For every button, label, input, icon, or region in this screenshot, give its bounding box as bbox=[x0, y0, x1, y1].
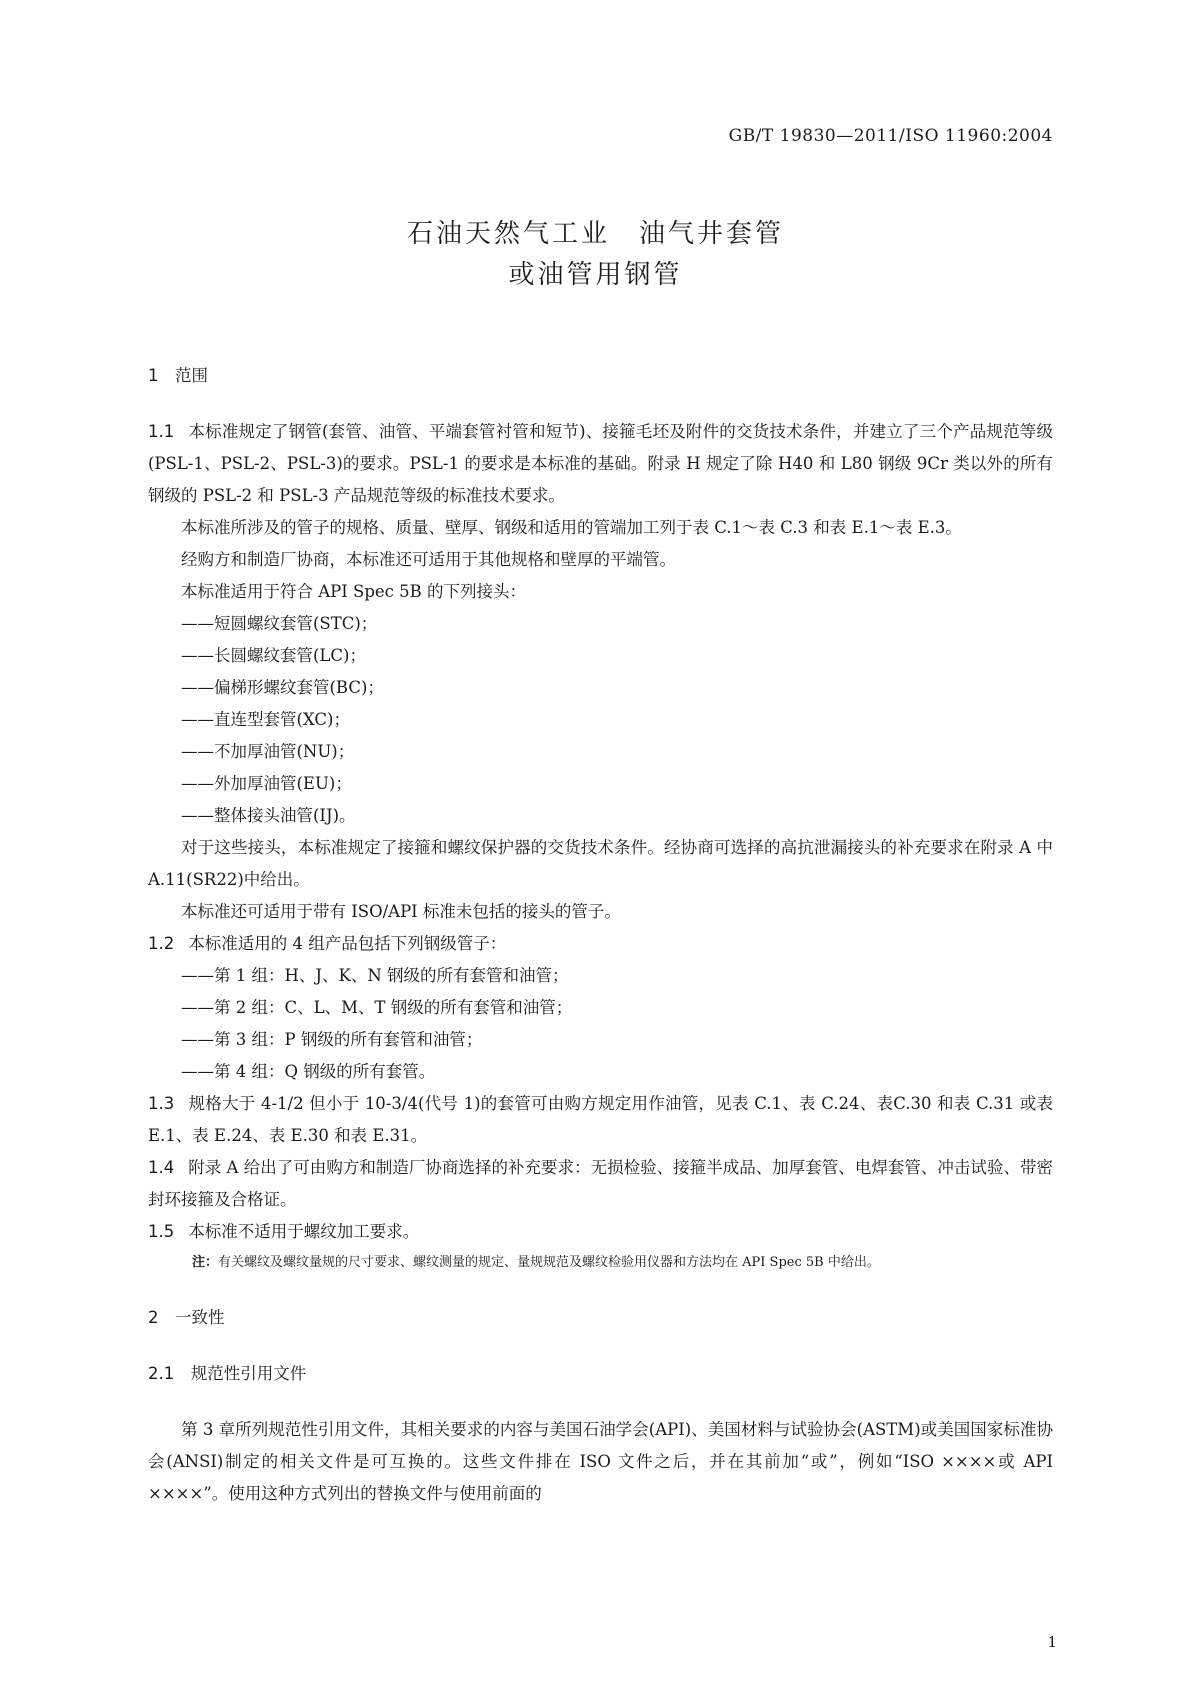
clause-number: 1.2 bbox=[148, 934, 175, 953]
paragraph: 第 3 章所列规范性引用文件，其相关要求的内容与美国石油学会(API)、美国材料与试验协会(ASTM)或美国国家标准协会(ANSI)制定的相关文件是可互换的。这些文件排在 ISO 文件之后，并在其前加“或”，例如“ISO ××××或 API ××××”。使用这种方式列出的替换文件与使用前面的 bbox=[148, 1420, 1053, 1503]
list-item: ——短圆螺纹套管(STC)； bbox=[181, 614, 378, 633]
clause-number: 1.5 bbox=[148, 1222, 175, 1241]
note-text: 有关螺纹及螺纹量规的尺寸要求、螺纹测量的规定、量规规范及螺纹检验用仪器和方法均在 API Spec 5B 中给出。 bbox=[218, 1255, 880, 1270]
document-title-line-1: 石油天然气工业 油气井套管 bbox=[406, 219, 784, 249]
list-item: ——第 4 组：Q 钢级的所有套管。 bbox=[181, 1062, 436, 1081]
clause-1-1 bbox=[148, 416, 1053, 512]
clause-number: 1.1 bbox=[148, 422, 175, 441]
clause-1-4 bbox=[148, 1152, 1053, 1216]
clause-1-3 bbox=[148, 1088, 1053, 1152]
list-item: ——外加厚油管(EU)； bbox=[181, 774, 352, 793]
clause-1-2 bbox=[148, 928, 1053, 960]
list-item: ——长圆螺纹套管(LC)； bbox=[181, 646, 366, 665]
note-label: 注： bbox=[192, 1255, 219, 1270]
list-item: ——不加厚油管(NU)； bbox=[181, 742, 355, 761]
paragraph: 本标准适用于符合 API Spec 5B 的下列接头： bbox=[181, 582, 527, 601]
standard-code-header: GB/T 19830—2011/ISO 11960:2004 bbox=[728, 126, 1053, 146]
paragraph: 经购方和制造厂协商，本标准还可适用于其他规格和壁厚的平端管。 bbox=[181, 550, 676, 569]
document-body bbox=[148, 360, 1053, 1510]
clause-number: 1.4 bbox=[148, 1158, 175, 1177]
note bbox=[148, 1248, 1053, 1278]
paragraph: 本标准所涉及的管子的规格、质量、壁厚、钢级和适用的管端加工列于表 C.1～表 C.3 和表 E.1～表 E.3。 bbox=[181, 518, 962, 537]
list-item: ——第 2 组：C、L、M、T 钢级的所有套管和油管； bbox=[181, 998, 573, 1017]
clause-text: 附录 A 给出了可由购方和制造厂协商选择的补充要求：无损检验、接箍半成品、加厚套管、电焊套管、冲击试验、带密封环接箍及合格证。 bbox=[148, 1158, 1053, 1209]
subsection-2-1-heading: 2.1 规范性引用文件 bbox=[148, 1364, 307, 1383]
clause-number: 1.3 bbox=[148, 1094, 175, 1113]
list-item: ——第 3 组：P 钢级的所有套管和油管； bbox=[181, 1030, 483, 1049]
section-1-heading: 1 范围 bbox=[148, 366, 208, 385]
clause-1-5 bbox=[148, 1216, 1053, 1248]
document-title-line-2: 或油管用钢管 bbox=[508, 260, 683, 290]
paragraph: 对于这些接头，本标准规定了接箍和螺纹保护器的交货技术条件。经协商可选择的高抗泄漏接头的补充要求在附录 A 中 A.11(SR22)中给出。 bbox=[148, 838, 1053, 889]
clause-text: 本标准规定了钢管(套管、油管、平端套管衬管和短节)、接箍毛坯及附件的交货技术条件，并建立了三个产品规范等级(PSL-1、PSL-2、PSL-3)的要求。PSL-1 的要求是本标准的基础。附录 H 规定了除 H40 和 L80 钢级 9Cr 类以外的所有钢级的 PSL-2 和 PSL-3 产品规范等级的标准技术要求。 bbox=[148, 422, 1053, 505]
clause-text: 本标准适用的 4 组产品包括下列钢级管子： bbox=[188, 934, 507, 953]
list-item: ——整体接头油管(IJ)。 bbox=[181, 806, 356, 825]
list-item: ——第 1 组：H、J、K、N 钢级的所有套管和油管； bbox=[181, 966, 569, 985]
list-item: ——直连型套管(XC)； bbox=[181, 710, 350, 729]
section-2-heading: 2 一致性 bbox=[148, 1308, 225, 1327]
page-number: 1 bbox=[1047, 1633, 1057, 1651]
clause-text: 本标准不适用于螺纹加工要求。 bbox=[188, 1222, 420, 1241]
list-item: ——偏梯形螺纹套管(BC)； bbox=[181, 678, 384, 697]
paragraph: 本标准还可适用于带有 ISO/API 标准未包括的接头的管子。 bbox=[181, 902, 621, 921]
clause-text: 规格大于 4-1/2 但小于 10-3/4(代号 1)的套管可由购方规定用作油管，见表 C.1、表 C.24、表C.30 和表 C.31 或表 E.1、表 E.24、表 E.30 和表 E.31。 bbox=[148, 1094, 1053, 1145]
